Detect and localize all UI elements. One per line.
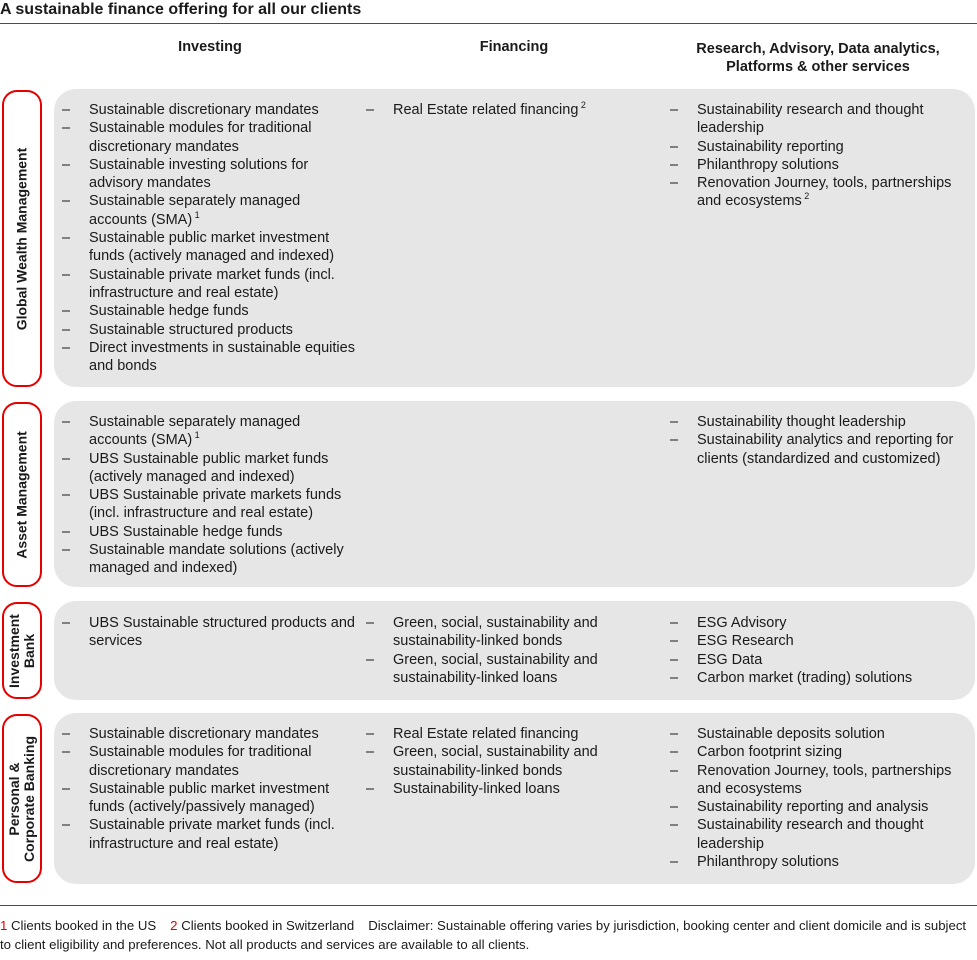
list-item-text: Sustainability research and thought leadership <box>697 817 924 852</box>
footnote-2-number: 2 <box>170 918 178 933</box>
segment-label-pcb <box>7 735 37 861</box>
segment-label-ib-line1: Investment <box>6 613 22 688</box>
list-item-text: Sustainable discretionary mandates <box>89 726 319 742</box>
list-item <box>62 816 362 853</box>
list-item <box>670 431 970 468</box>
list-item-text: Sustainable public market investment funds (actively managed and indexed) <box>89 230 335 265</box>
gwm-investing-list <box>62 101 362 375</box>
gwm-financing-list <box>366 101 646 119</box>
list-item <box>62 266 362 303</box>
footnote-1-text: Clients booked in the US <box>11 918 157 933</box>
segment-label-ib <box>7 614 37 688</box>
list-item-text: Sustainability research and thought leadership <box>697 102 924 137</box>
list-item <box>62 156 362 193</box>
segment-label-box-pcb <box>2 714 42 883</box>
list-item <box>670 853 970 871</box>
list-item-text: Carbon footprint sizing <box>697 744 843 761</box>
list-item-text: Sustainable hedge funds <box>89 303 249 320</box>
list-item-text: Sustainable private market funds (incl. infrastructure and real estate) <box>89 817 335 852</box>
list-item-text: Sustainable public market investment funds (actively/passively managed) <box>89 780 330 816</box>
list-item <box>366 614 646 651</box>
list-item-text: UBS Sustainable public market funds (actively managed and indexed) <box>89 450 329 485</box>
segment-label-box-gwm <box>2 90 42 387</box>
list-item-text: Sustainability reporting and analysis <box>697 799 929 816</box>
list-item <box>670 762 970 799</box>
ib-investing-list <box>62 614 362 651</box>
list-item <box>670 156 970 174</box>
gwm-research-list <box>670 101 970 211</box>
list-item <box>62 321 362 339</box>
list-item <box>366 743 646 780</box>
list-item-text: Renovation Journey, tools, partnerships and ecosystems <box>697 762 952 797</box>
segment-label-pcb-line2: Corporate Banking <box>21 735 37 862</box>
list-item-text: Carbon market (trading) solutions <box>697 669 913 686</box>
list-item <box>62 302 362 320</box>
list-item-text: UBS Sustainable private markets funds (incl. infrastructure and real estate) <box>89 487 342 522</box>
am-research-list <box>670 413 970 468</box>
list-item-text: Sustainable separately managed accounts (SMA) <box>89 414 301 449</box>
footnote-marker: 1 <box>192 430 200 441</box>
list-item <box>366 780 646 798</box>
list-item-text: UBS Sustainable structured products and services <box>89 615 355 650</box>
list-item <box>62 229 362 266</box>
am-investing-list <box>62 413 362 578</box>
list-item <box>670 743 970 761</box>
list-item-text: Sustainable investing solutions for advisory mandates <box>89 156 309 192</box>
list-item <box>62 339 362 376</box>
page-title: A sustainable finance offering for all our clients <box>0 0 977 24</box>
list-item-text: Green, social, sustainability and sustainability-linked bonds <box>393 615 598 650</box>
list-item <box>62 192 362 229</box>
disclaimer-text: Disclaimer: Sustainable offering varies by jurisdiction, booking center and client domicile and is subject to client eligibility and preferences. Not all products and services are available to all clients. <box>0 918 967 952</box>
list-item <box>62 450 362 487</box>
list-item <box>62 523 362 541</box>
segment-label-ib-line2: Bank <box>21 633 37 668</box>
list-item <box>670 101 970 138</box>
segment-label-pcb-line1: Personal & <box>6 761 22 836</box>
list-item-text: Philanthropy solutions <box>697 854 839 871</box>
list-item <box>62 743 362 780</box>
list-item <box>62 780 362 817</box>
list-item-text: Sustainability analytics and reporting for clients (standardized and customized) <box>697 432 954 467</box>
segment-label-box-ib <box>2 602 42 699</box>
list-item-text: ESG Data <box>697 651 763 668</box>
list-item-text: Real Estate related financing <box>393 726 579 742</box>
list-item-text: Philanthropy solutions <box>697 156 839 173</box>
list-item <box>670 669 970 687</box>
list-item <box>670 725 970 743</box>
footnotes <box>0 916 977 954</box>
list-item-text: ESG Research <box>697 633 794 650</box>
list-item <box>366 725 646 743</box>
pcb-investing-list <box>62 725 362 853</box>
list-item <box>62 101 362 119</box>
list-item <box>670 651 970 669</box>
list-item-text: Sustainable deposits solution <box>697 726 885 742</box>
list-item-text: Renovation Journey, tools, partnerships and ecosystems <box>697 175 952 210</box>
segment-label-am: Asset Management <box>13 430 30 559</box>
ib-research-list <box>670 614 970 687</box>
list-item-text: Green, social, sustainability and sustainability-linked loans <box>393 651 598 686</box>
list-item-text: UBS Sustainable hedge funds <box>89 523 283 540</box>
list-item <box>670 816 970 853</box>
footnote-marker: 2 <box>801 191 810 202</box>
list-item <box>670 138 970 156</box>
list-item-text: Sustainable structured products <box>89 321 293 338</box>
footer-divider <box>0 905 977 906</box>
column-header-financing: Financing <box>479 39 549 55</box>
list-item <box>366 101 646 119</box>
list-item-text: Direct investments in sustainable equities and bonds <box>89 339 355 375</box>
list-item <box>366 651 646 688</box>
list-item-text: Sustainable modules for traditional discretionary mandates <box>89 744 312 779</box>
footnote-marker: 1 <box>192 209 200 220</box>
list-item-text: Sustainable discretionary mandates <box>89 102 319 118</box>
list-item <box>62 541 362 578</box>
segment-label-box-am <box>2 402 42 587</box>
list-item-text: Sustainable mandate solutions (actively managed and indexed) <box>89 542 344 577</box>
footnote-marker: 2 <box>578 100 586 110</box>
list-item <box>62 119 362 156</box>
list-item-text: Sustainability thought leadership <box>697 414 906 430</box>
list-item-text: Sustainable separately managed accounts (SMA) <box>89 193 301 228</box>
pcb-research-list <box>670 725 970 871</box>
list-item <box>62 614 362 651</box>
list-item <box>670 632 970 650</box>
list-item <box>62 413 362 450</box>
footnote-1-number: 1 <box>0 918 8 933</box>
list-item-text: ESG Advisory <box>697 615 787 631</box>
list-item <box>670 614 970 632</box>
list-item-text: Sustainability-linked loans <box>393 780 560 797</box>
list-item <box>670 413 970 431</box>
pcb-financing-list <box>366 725 646 798</box>
list-item <box>670 798 970 816</box>
segment-label-gwm: Global Wealth Management <box>13 147 30 330</box>
column-header-research: Research, Advisory, Data analytics, Platforms & other services <box>696 41 940 75</box>
list-item-text: Green, social, sustainability and sustainability-linked bonds <box>393 744 598 779</box>
list-item <box>62 725 362 743</box>
column-header-investing: Investing <box>178 39 242 55</box>
list-item-text: Real Estate related financing <box>393 102 579 118</box>
list-item <box>62 486 362 523</box>
list-item-text: Sustainable private market funds (incl. infrastructure and real estate) <box>89 266 335 301</box>
list-item-text: Sustainable modules for traditional discretionary mandates <box>89 120 312 155</box>
list-item <box>670 174 970 211</box>
ib-financing-list <box>366 614 646 687</box>
list-item-text: Sustainability reporting <box>697 138 844 155</box>
footnote-2-text: Clients booked in Switzerland <box>181 918 355 933</box>
